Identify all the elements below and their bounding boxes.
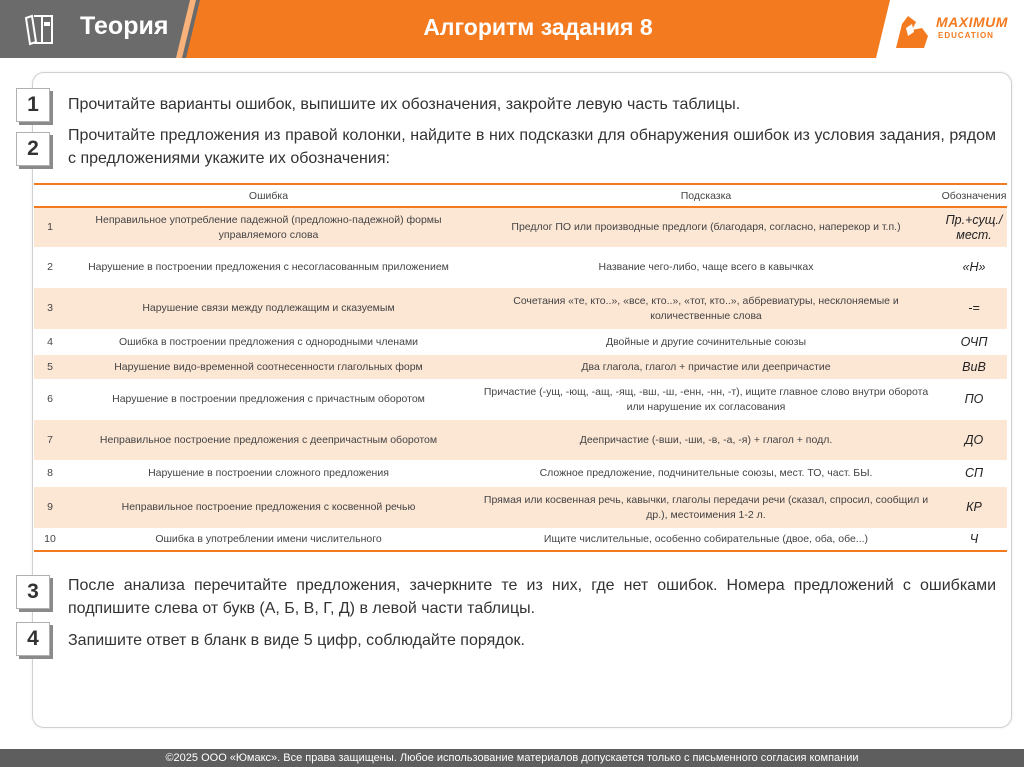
table-row bbox=[34, 460, 1007, 487]
row-error: Нарушение в построении предложения с несогласованным приложением bbox=[66, 247, 471, 288]
copyright-footer: ©2025 ООО «Юмакс». Все права защищены. Любое использование материалов допускается только с письменного согласия компании bbox=[0, 749, 1024, 767]
row-code: -= bbox=[941, 288, 1007, 329]
row-number: 9 bbox=[34, 487, 66, 528]
row-hint: Ищите числительные, особенно собирательные (двое, оба, обе...) bbox=[471, 528, 941, 551]
row-code: Пр.+сущ./ мест. bbox=[941, 207, 1007, 247]
row-error: Нарушение связи между подлежащим и сказуемым bbox=[66, 288, 471, 329]
row-hint: Прямая или косвенная речь, кавычки, глаголы передачи речи (сказал, спросил, сообщил и др.), местоимения 1-2 л. bbox=[471, 487, 941, 528]
row-error: Нарушение в построении сложного предложения bbox=[66, 460, 471, 487]
header-bar bbox=[0, 0, 1024, 58]
page-title: Алгоритм задания 8 bbox=[423, 14, 653, 40]
row-hint: Двойные и другие сочинительные союзы bbox=[471, 329, 941, 355]
table-row bbox=[34, 487, 1007, 528]
step-number-4: 4 bbox=[16, 622, 50, 656]
row-error: Нарушение видо-временной соотнесенности глагольных форм bbox=[66, 355, 471, 379]
row-number: 10 bbox=[34, 528, 66, 551]
step-text-1: Прочитайте варианты ошибок, выпишите их обозначения, закройте левую часть таблицы. bbox=[68, 96, 741, 113]
logo-subtitle: EDUCATION bbox=[938, 31, 994, 40]
table-row bbox=[34, 207, 1007, 247]
table-row bbox=[34, 247, 1007, 288]
row-code: СП bbox=[941, 460, 1007, 487]
logo-name: MAXIMUM bbox=[936, 14, 1008, 30]
row-hint: Название чего-либо, чаще всего в кавычках bbox=[471, 247, 941, 288]
row-error: Нарушение в построении предложения с причастным оборотом bbox=[66, 379, 471, 420]
table-row bbox=[34, 420, 1007, 460]
row-number: 8 bbox=[34, 460, 66, 487]
row-code: ДО bbox=[941, 420, 1007, 460]
books-icon bbox=[22, 12, 58, 46]
row-number: 3 bbox=[34, 288, 66, 329]
row-error: Неправильное построение предложения с косвенной речью bbox=[66, 487, 471, 528]
row-number: 7 bbox=[34, 420, 66, 460]
row-number: 1 bbox=[34, 207, 66, 247]
row-number: 2 bbox=[34, 247, 66, 288]
step-text-4: Запишите ответ в бланк в виде 5 цифр, соблюдайте порядок. bbox=[68, 632, 525, 649]
row-hint: Два глагола, глагол + причастие или деепричастие bbox=[471, 355, 941, 379]
row-code: Ч bbox=[941, 528, 1007, 551]
row-number: 5 bbox=[34, 355, 66, 379]
row-number: 6 bbox=[34, 379, 66, 420]
row-hint: Предлог ПО или производные предлоги (благодаря, согласно, наперекор и т.п.) bbox=[471, 207, 941, 247]
step-text-2: Прочитайте предложения из правой колонки, найдите в них подсказки для обнаружения ошибок из условия задания, рядом с предложениями укажите их обозначения: bbox=[68, 127, 996, 167]
row-hint: Причастие (-ущ, -ющ, -ащ, -ящ, -вш, -ш, -енн, -нн, -т), ищите главное слово внутри оборота или нарушение их согласования bbox=[471, 379, 941, 420]
table-row bbox=[34, 379, 1007, 420]
row-number: 4 bbox=[34, 329, 66, 355]
column-header-number bbox=[34, 184, 66, 207]
table-row bbox=[34, 288, 1007, 329]
row-error: Неправильное построение предложения с деепричастным оборотом bbox=[66, 420, 471, 460]
row-code: «Н» bbox=[941, 247, 1007, 288]
row-error: Ошибка в употреблении имени числительного bbox=[66, 528, 471, 551]
table-header-row bbox=[34, 184, 1007, 207]
step-number-3: 3 bbox=[16, 575, 50, 609]
table-row bbox=[34, 329, 1007, 355]
table-row bbox=[34, 528, 1007, 551]
step-text-3: После анализа перечитайте предложения, зачеркните те из них, где нет ошибок. Номера предложений с ошибками подпишите слева от букв (А, Б, В, Г, Д) в левой части таблицы. bbox=[68, 577, 996, 617]
row-hint: Сложное предложение, подчинительные союзы, мест. ТО, част. БЫ. bbox=[471, 460, 941, 487]
column-header-hint: Подсказка bbox=[471, 184, 941, 207]
row-code: КР bbox=[941, 487, 1007, 528]
table-row bbox=[34, 355, 1007, 379]
step-number-2: 2 bbox=[16, 132, 50, 166]
section-title: Теория bbox=[80, 12, 169, 40]
column-header-error: Ошибка bbox=[66, 184, 471, 207]
row-error: Ошибка в построении предложения с однородными членами bbox=[66, 329, 471, 355]
row-hint: Сочетания «те, кто..», «все, кто..», «тот, кто..», аббревиатуры, несклоняемые и количественные слова bbox=[471, 288, 941, 329]
row-code: ПО bbox=[941, 379, 1007, 420]
step-number-1: 1 bbox=[16, 88, 50, 122]
errors-table bbox=[34, 183, 1007, 552]
row-code: ВиВ bbox=[941, 355, 1007, 379]
row-code: ОЧП bbox=[941, 329, 1007, 355]
column-header-code: Обозначения bbox=[941, 184, 1007, 207]
row-hint: Деепричастие (-вши, -ши, -в, -а, -я) + глагол + подл. bbox=[471, 420, 941, 460]
row-error: Неправильное употребление падежной (предложно-падежной) формы управляемого слова bbox=[66, 207, 471, 247]
